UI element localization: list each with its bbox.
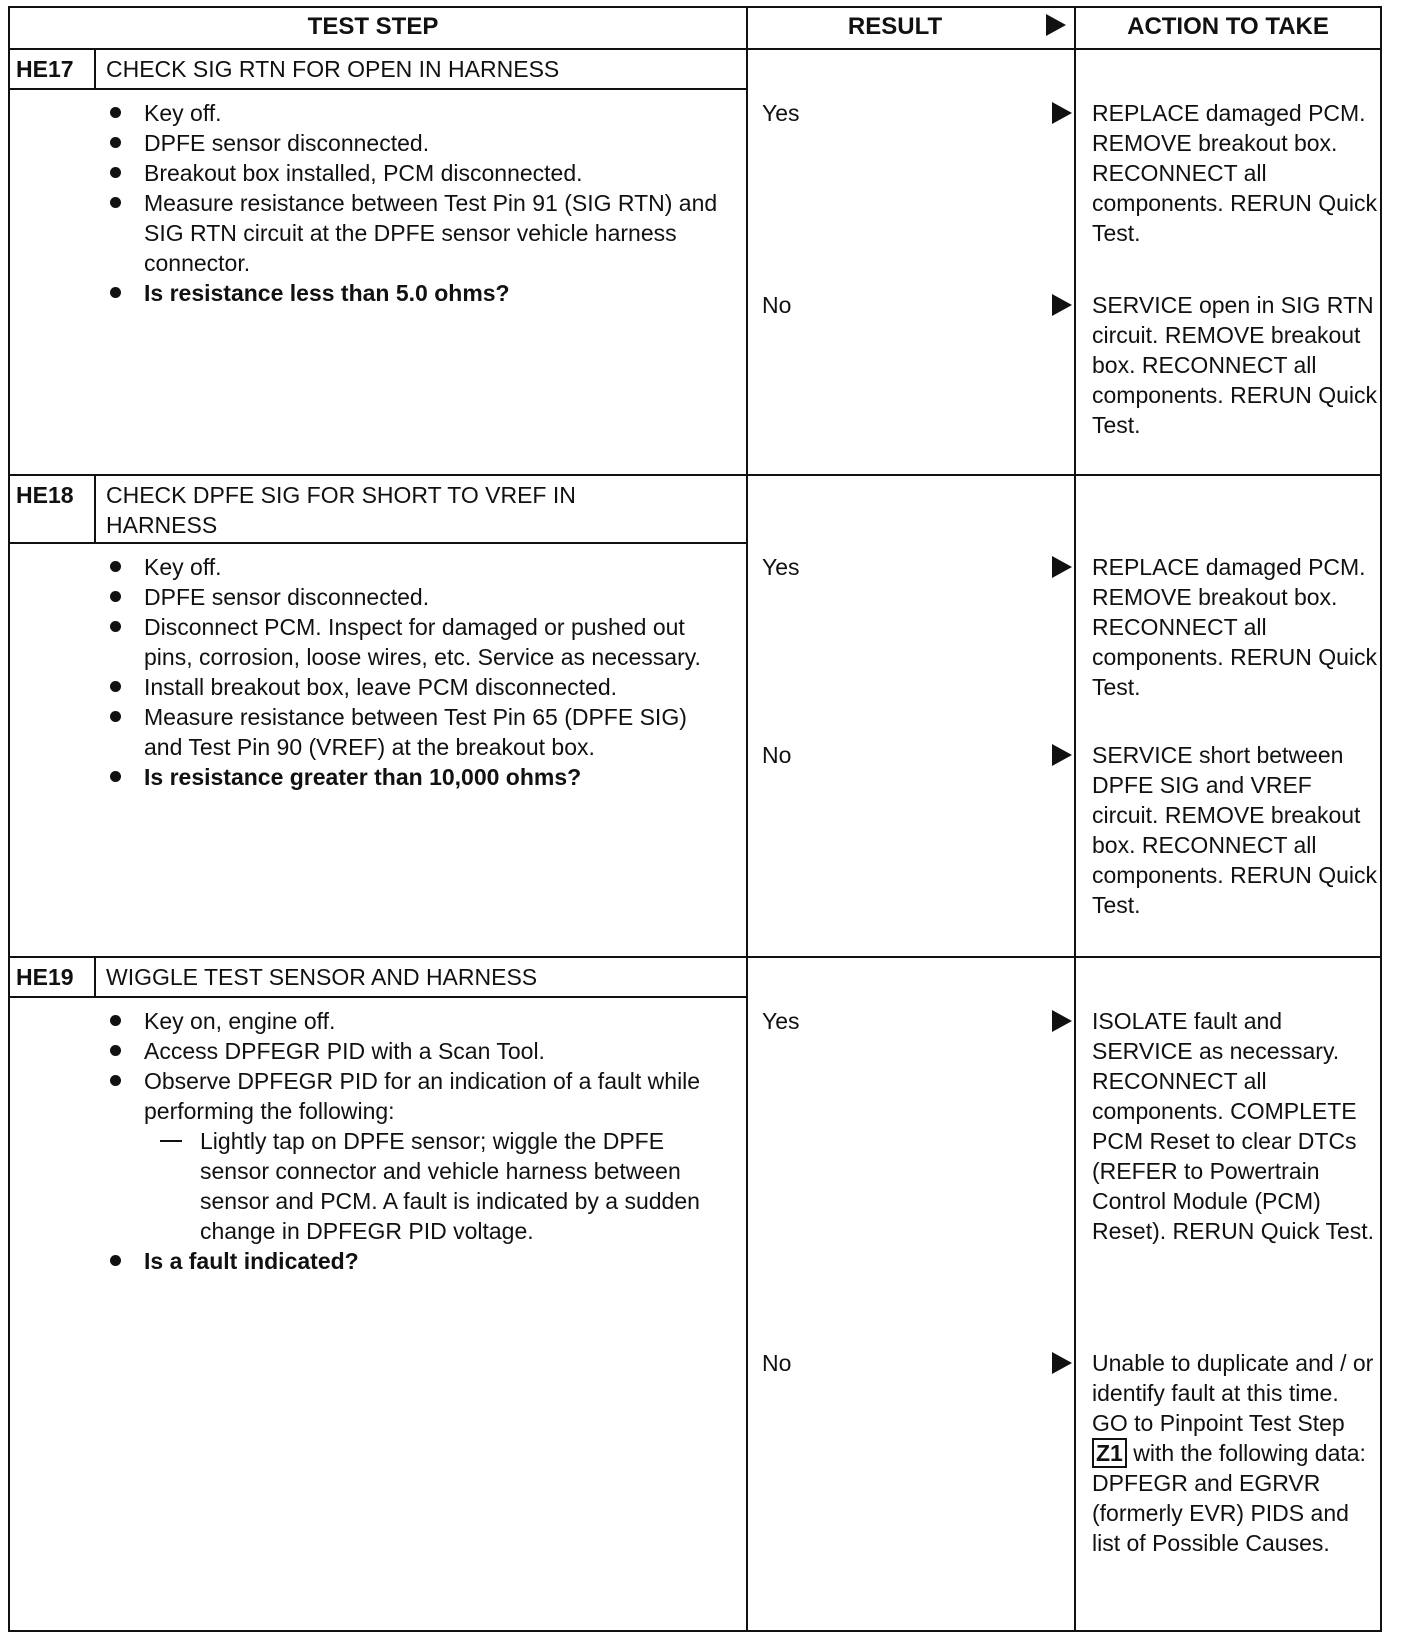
step-bullets [100,552,730,792]
result-yes: Yes [762,1008,800,1034]
bullet: DPFE sensor disconnected. [100,128,730,158]
yes-action: ISOLATE fault and SERVICE as necessary. RECONNECT all components. COMPLETE PCM Reset to clear DTCs (REFER to Powertrain Control Module (PCM) Reset). RERUN Quick Test. [1092,1008,1375,1244]
bullet: Disconnect PCM. Inspect for damaged or pushed out pins, corrosion, loose wires, etc. Service as necessary. [100,612,730,672]
bullet: Key off. [100,98,730,128]
step-id: HE17 [16,56,74,82]
result-no: No [762,292,792,318]
no-arrow-icon [1052,744,1072,766]
step-he19 [10,958,1380,1630]
header-test-step: TEST STEP [307,13,439,40]
no-action-text-cont: with the following data: DPFEGR and EGRVR (formerly EVR) PIDS and list of Possible Causes. [1092,1440,1366,1556]
sub-bullet: Lightly tap on DPFE sensor; wiggle the DPFE sensor connector and vehicle harness between sensor and PCM. A fault is indicated by a sudden change in DPFEGR PID voltage. [100,1126,730,1246]
no-action: SERVICE short between DPFE SIG and VREF circuit. REMOVE breakout box. RECONNECT all components. RERUN Quick Test. [1092,742,1378,918]
question: Is a fault indicated? [100,1246,730,1276]
no-arrow-icon [1052,294,1072,316]
question: Is resistance greater than 10,000 ohms? [100,762,730,792]
bullet: Key off. [100,552,730,582]
step-bullets [100,98,730,308]
header-action: ACTION TO TAKE [1127,13,1329,40]
step-title: WIGGLE TEST SENSOR AND HARNESS [106,964,538,990]
bullet: Breakout box installed, PCM disconnected. [100,158,730,188]
step-id: HE19 [16,964,74,990]
bullet: Measure resistance between Test Pin 65 (DPFE SIG) and Test Pin 90 (VREF) at the breakout box. [100,702,730,762]
step-he17 [10,50,1380,474]
bullet: Measure resistance between Test Pin 91 (SIG RTN) and SIG RTN circuit at the DPFE sensor vehicle harness connector. [100,188,730,278]
bullet: DPFE sensor disconnected. [100,582,730,612]
result-no: No [762,1350,792,1376]
step-title: CHECK DPFE SIG FOR SHORT TO VREF IN HARNESS [106,482,576,538]
yes-arrow-icon [1052,556,1072,578]
yes-action: REPLACE damaged PCM. REMOVE breakout box. RECONNECT all components. RERUN Quick Test. [1092,100,1378,246]
bullet: Key on, engine off. [100,1006,730,1036]
yes-arrow-icon [1052,1010,1072,1032]
header-result: RESULT [847,13,943,40]
no-action: SERVICE open in SIG RTN circuit. REMOVE breakout box. RECONNECT all components. RERUN Quick Test. [1092,292,1378,438]
no-action-text: Unable to duplicate and / or identify fault at this time. GO to Pinpoint Test Step [1092,1350,1374,1436]
step-id: HE18 [16,482,74,508]
result-yes: Yes [762,554,800,580]
test-step-table [8,6,1382,1632]
bullet: Observe DPFEGR PID for an indication of a fault while performing the following: [100,1066,730,1126]
yes-action: REPLACE damaged PCM. REMOVE breakout box. RECONNECT all components. RERUN Quick Test. [1092,554,1378,700]
bullet: Install breakout box, leave PCM disconnected. [100,672,730,702]
step-he18 [10,476,1380,956]
no-arrow-icon [1052,1352,1072,1374]
yes-arrow-icon [1052,102,1072,124]
step-bullets [100,1006,730,1276]
question: Is resistance less than 5.0 ohms? [100,278,730,308]
result-no: No [762,742,792,768]
header-arrow-icon [1046,14,1066,36]
step-title: CHECK SIG RTN FOR OPEN IN HARNESS [106,56,560,82]
result-yes: Yes [762,100,800,126]
no-action [1092,1348,1378,1558]
bullet: Access DPFEGR PID with a Scan Tool. [100,1036,730,1066]
pinpoint-test-ref[interactable]: Z1 [1092,1438,1127,1468]
